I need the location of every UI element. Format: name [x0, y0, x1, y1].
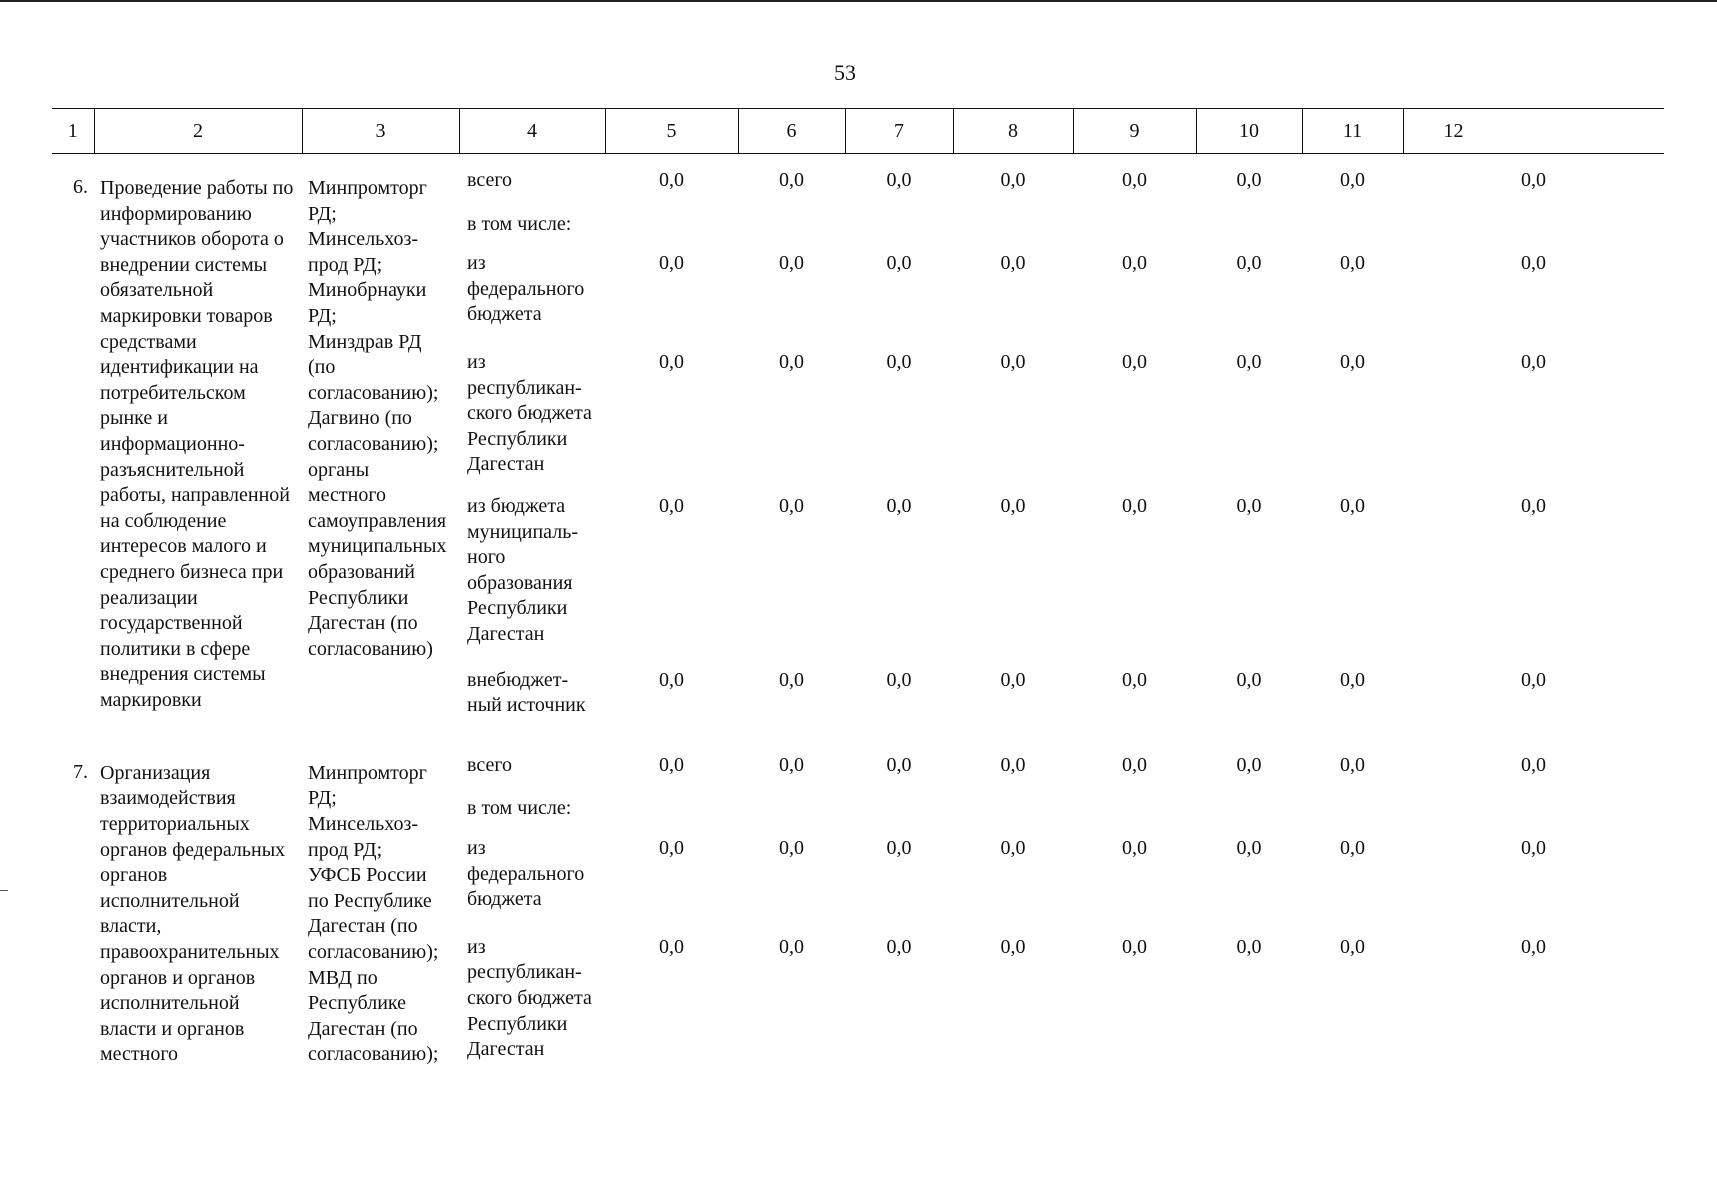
value-cell: 0,0: [1340, 935, 1365, 958]
value-cell: 0,0: [779, 350, 804, 373]
executors-text: Минпромторг РД; Минсельхоз- прод РД; УФСБ России по Республике Дагестан (по согласованию); МВД по Республике Дагестан (по согласованию);: [308, 761, 439, 1066]
value-cell: 0,0: [1521, 350, 1546, 373]
value-cell: 0,0: [1000, 935, 1026, 958]
value-cell: 0,0: [1340, 753, 1365, 776]
measure-name-text: Организация взаимодействия территориальных органов федеральных органов исполнительной власти, правоохранительных органов и органов исполнительной власти и органов местного: [100, 761, 286, 1066]
value-cell: 0,0: [1340, 252, 1365, 275]
value-cell: 0,0: [886, 350, 912, 373]
value-cell: 0,0: [886, 494, 912, 517]
funding-source-label: из республикан- ского бюджета Республики Дагестан: [467, 935, 592, 1061]
value-cell: 0,0: [1000, 169, 1026, 191]
value-cell: 0,0: [1000, 252, 1026, 275]
value-cell: 0,0: [1000, 350, 1026, 373]
value-cell: 0,0: [1000, 753, 1026, 776]
value-cell: 0,0: [1236, 836, 1262, 859]
values-column-10: [1196, 739, 1302, 1083]
executors: [302, 739, 459, 1083]
value-cell: 0,0: [886, 252, 912, 275]
column-header-3: 3: [302, 109, 459, 154]
value-cell: 0,0: [659, 935, 684, 958]
value-cell: 0,0: [1521, 169, 1546, 191]
values-column-6: [738, 154, 845, 739]
funding-source-label: в том числе:: [467, 212, 572, 235]
value-cell: 0,0: [886, 836, 912, 859]
values-column-8: [953, 739, 1073, 1083]
margin-mark: [0, 890, 8, 891]
funding-source-label: из республикан- ского бюджета Республики Дагестан: [467, 350, 592, 476]
funding-source-label: в том числе:: [467, 797, 572, 820]
values-column-9: [1073, 154, 1196, 739]
column-header-7: 7: [845, 109, 953, 154]
column-header-5: 5: [605, 109, 738, 154]
table-body: [52, 154, 1664, 1083]
value-cell: 0,0: [886, 169, 912, 191]
value-cell: 0,0: [1236, 252, 1262, 275]
value-cell: 0,0: [659, 668, 684, 691]
value-cell: 0,0: [779, 252, 804, 275]
values-column-12: [1403, 739, 1664, 1083]
value-cell: 0,0: [1236, 935, 1262, 958]
value-cell: 0,0: [1122, 753, 1147, 776]
value-cell: 0,0: [1340, 668, 1365, 691]
column-header-6: 6: [738, 109, 845, 154]
funding-sources: [459, 739, 605, 1083]
table-row: [52, 154, 1664, 739]
funding-source-label: внебюджет- ный источник: [467, 668, 586, 717]
value-cell: 0,0: [1340, 836, 1365, 859]
value-cell: 0,0: [779, 836, 804, 859]
values-column-10: [1196, 154, 1302, 739]
value-cell: 0,0: [659, 753, 684, 776]
values-column-12: [1403, 154, 1664, 739]
value-cell: 0,0: [659, 494, 684, 517]
value-cell: 0,0: [1122, 252, 1147, 275]
value-cell: 0,0: [1236, 668, 1262, 691]
value-cell: 0,0: [779, 935, 804, 958]
values-column-11: [1302, 739, 1403, 1083]
table-row: [52, 739, 1664, 1083]
value-cell: 0,0: [1236, 494, 1262, 517]
value-cell: 0,0: [886, 668, 912, 691]
value-cell: 0,0: [1521, 252, 1546, 275]
value-cell: 0,0: [1122, 494, 1147, 517]
measure-name-text: Проведение работы по информированию участников оборота о внедрении системы обязательной маркировки товаров средствами идентификации на потребительском рынке и информационно- разъяснительной работы, направленной на соблюдение интересов малого и среднего бизнеса при реализации государственной политики в сфере внедрения системы маркировки: [100, 177, 294, 711]
executors-text: Минпромторг РД; Минсельхоз- прод РД; Минобрнауки РД; Минздрав РД (по согласованию); Дагвино (по согласованию); органы местного самоуправления муниципальных образований Республики Дагестан (по согласованию): [308, 177, 447, 660]
values-column-5: [605, 154, 738, 739]
funding-sources: [459, 154, 605, 739]
values-column-5: [605, 739, 738, 1083]
value-cell: 0,0: [779, 668, 804, 691]
top-border-line: [0, 0, 1717, 2]
value-cell: 0,0: [1122, 350, 1147, 373]
value-cell: 0,0: [886, 935, 912, 958]
value-cell: 0,0: [1521, 494, 1546, 517]
funding-table: [52, 108, 1664, 1083]
value-cell: 0,0: [779, 494, 804, 517]
value-cell: 0,0: [1340, 169, 1365, 191]
value-cell: 0,0: [1236, 350, 1262, 373]
value-cell: 0,0: [1236, 169, 1262, 191]
value-cell: 0,0: [659, 252, 684, 275]
value-cell: 0,0: [1340, 350, 1365, 373]
column-header-11: 11: [1302, 109, 1403, 154]
measure-name: [94, 154, 302, 739]
column-header-1: 1: [52, 109, 94, 154]
values-column-11: [1302, 154, 1403, 739]
page-number: 53: [834, 60, 856, 85]
values-column-7: [845, 154, 953, 739]
value-cell: 0,0: [1000, 494, 1026, 517]
value-cell: 0,0: [659, 169, 684, 191]
funding-source-label: из федерального бюджета: [467, 252, 585, 326]
value-cell: 0,0: [886, 753, 912, 776]
value-cell: 0,0: [1000, 668, 1026, 691]
value-cell: 0,0: [1521, 836, 1546, 859]
values-column-9: [1073, 739, 1196, 1083]
value-cell: 0,0: [1236, 753, 1262, 776]
measure-name: [94, 739, 302, 1083]
executors: [302, 154, 459, 739]
column-number-row: [52, 109, 1664, 154]
value-cell: 0,0: [1521, 753, 1546, 776]
value-cell: 0,0: [659, 836, 684, 859]
funding-source-label: из бюджета муниципаль- ного образования Республики Дагестан: [467, 494, 578, 645]
funding-source-label: всего: [467, 169, 513, 191]
column-header-9: 9: [1073, 109, 1196, 154]
column-header-2: 2: [94, 109, 302, 154]
value-cell: 0,0: [1340, 494, 1365, 517]
value-cell: 0,0: [1122, 169, 1147, 191]
values-column-6: [738, 739, 845, 1083]
value-cell: 0,0: [659, 350, 684, 373]
value-cell: 0,0: [1521, 935, 1546, 958]
values-column-8: [953, 154, 1073, 739]
row-number: 7.: [73, 760, 88, 783]
value-cell: 0,0: [1122, 668, 1147, 691]
value-cell: 0,0: [1122, 836, 1147, 859]
value-cell: 0,0: [1000, 836, 1026, 859]
funding-source-label: из федерального бюджета: [467, 836, 585, 911]
row-number: 6.: [73, 176, 88, 198]
funding-source-label: всего: [467, 753, 513, 776]
values-column-7: [845, 739, 953, 1083]
value-cell: 0,0: [779, 753, 804, 776]
value-cell: 0,0: [779, 169, 804, 191]
column-header-4: 4: [459, 109, 605, 154]
column-header-10: 10: [1196, 109, 1302, 154]
value-cell: 0,0: [1122, 935, 1147, 958]
column-header-12: 12: [1403, 109, 1664, 154]
column-header-8: 8: [953, 109, 1073, 154]
value-cell: 0,0: [1521, 668, 1546, 691]
